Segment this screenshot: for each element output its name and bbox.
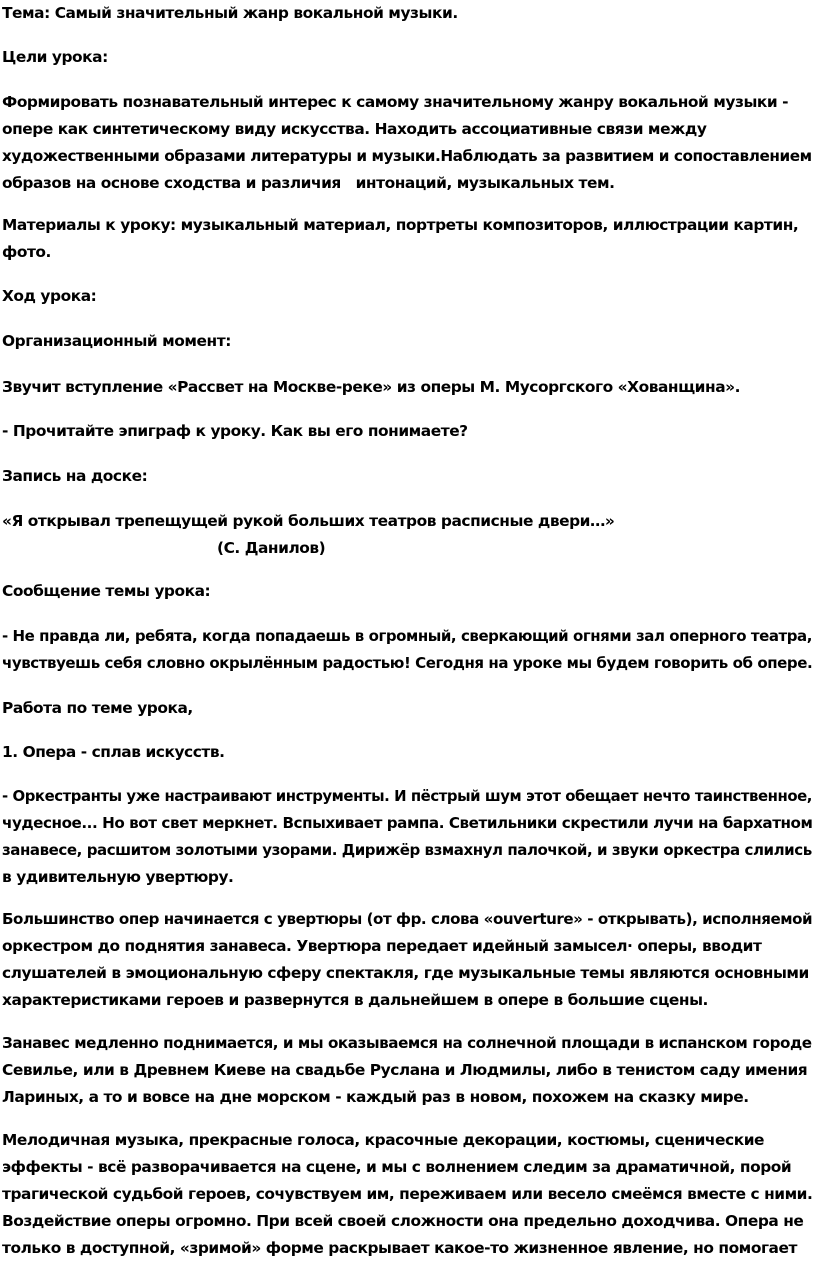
epigraph-author: (С. Данилов): [217, 539, 326, 557]
org-moment-heading: Организационный момент:: [2, 332, 231, 350]
melody-paragraph: Мелодичная музыка, прекрасные голоса, красочные декорации, костюмы, сценические эффекты - всё разворачивается на сцене, и мы с волнением следим за драматичной, порой трагической судьбой героев, сочувствуем им, переживаем или весело смеёмся вместе с ними. Воздействие оперы огромно. При всей своей сложности она предельно доходчива. Опера не только в доступной, «зримой» форме раскрывает какое-то жизненное явление, но помогает: [2, 1131, 813, 1257]
epigraph-question: - Прочитайте эпиграф к уроку. Как вы его понимаете?: [2, 422, 468, 440]
epigraph-quote: «Я открывал трепещущей рукой больших театров расписные двери…» (С. Данилов): [2, 508, 614, 562]
topic-message-heading: Сообщение темы урока:: [2, 582, 211, 600]
overture-paragraph: Большинство опер начинается с увертюры (от фр. слова «ouverture» - открывать), исполняемой оркестром до поднятия занавеса. Увертюра передает идейный замысел· оперы, вводит слушателей в эмоциональную сферу спектакля, где музыкальные темы являются основными характеристиками героев и развернутся в дальнейшем в опере в большие сцены.: [2, 910, 813, 1009]
work-heading: Работа по теме урока,: [2, 699, 193, 717]
lesson-course-heading: Ход урока:: [2, 287, 97, 305]
intro-music-line: Звучит вступление «Рассвет на Москве-реке» из оперы М. Мусоргского «Хованщина».: [2, 378, 741, 396]
goals-paragraph: Формировать познавательный интерес к самому значительному жанру вокальной музыки - опере как синтетическому виду искусства. Находить ассоциативные связи между художественными образами литературы и музыки.Наблюдать за развитием и сопоставлением образов на основе сходства и различия интонаций, музыкальных тем.: [2, 93, 812, 192]
section-1-heading: 1. Опера - сплав искусств.: [2, 743, 225, 761]
curtain-paragraph: Занавес медленно поднимается, и мы оказываемся на солнечной площади в испанском городе Севилье, или в Древнем Киеве на свадьбе Руслана и Людмилы, либо в тенистом саду имения Лариных, а то и вовсе на дне морском - каждый раз в новом, похожем на сказку мире.: [2, 1034, 812, 1106]
goals-heading: Цели урока:: [2, 48, 108, 66]
lesson-topic: Тема: Самый значительный жанр вокальной музыки.: [2, 4, 458, 22]
materials-paragraph: Материалы к уроку: музыкальный материал, портреты композиторов, иллюстрации картин, фото.: [2, 216, 799, 261]
topic-message-paragraph: - Не правда ли, ребята, когда попадаешь в огромный, сверкающий огнями зал оперного театра, чувствуешь себя словно окрылённым радостью! Сегодня на уроке мы будем говорить об опере.: [2, 627, 813, 672]
board-heading: Запись на доске:: [2, 467, 148, 485]
orchestra-paragraph: - Оркестранты уже настраивают инструменты. И пёстрый шум этот обещает нечто таинственное, чудесное... Но вот свет меркнет. Вспыхивает рампа. Светильники скрестили лучи на бархатном занавесе, расшитом золотыми узорами. Дирижёр взмахнул палочкой, и звуки оркестра слились в удивительную увертюру.: [2, 787, 813, 886]
